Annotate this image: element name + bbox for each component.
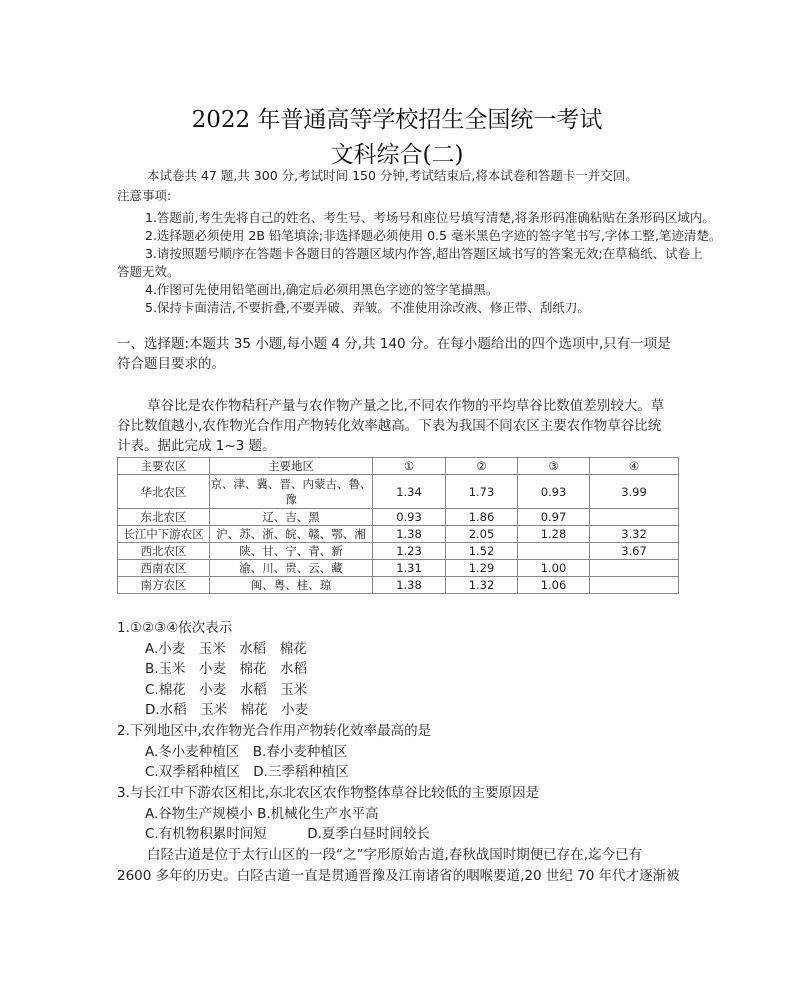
table-cell <box>590 509 679 526</box>
table-header-cell: ② <box>446 458 518 475</box>
table-cell: 西北农区 <box>118 543 210 560</box>
table-cell: 1.06 <box>518 577 590 594</box>
table-header-row <box>118 458 679 475</box>
table-row <box>118 509 679 526</box>
table-cell <box>518 543 590 560</box>
table-cell: 辽、吉、黑 <box>210 509 373 526</box>
table-cell: 东北农区 <box>118 509 210 526</box>
table-cell: 1.38 <box>373 577 446 594</box>
question-option: B.玉米 小麦 棉花 水稻 <box>145 661 308 677</box>
notice-heading: 注意事项: <box>117 188 172 203</box>
question-option: A.冬小麦种植区 B.春小麦种植区 <box>145 744 348 760</box>
table-row <box>118 577 679 594</box>
table-cell: 1.38 <box>373 526 446 543</box>
table-cell: 1.31 <box>373 560 446 577</box>
notice-item: 2.选择题必须使用 2B 铅笔填涂;非选择题必须使用 0.5 毫米黑色字迹的签字笔书写,字体工整,笔迹清楚。 <box>145 228 722 243</box>
table-header-cell: 主要地区 <box>210 458 373 475</box>
passage-line: 白陉古道是位于太行山区的一段“之”字形原始古道,春秋战国时期便已存在,迄今已有 <box>147 847 643 863</box>
table-cell: 沪、苏、浙、皖、赣、鄂、湘 <box>210 526 373 543</box>
question-stem: 2.下列地区中,农作物光合作用产物转化效率最高的是 <box>117 723 432 739</box>
table-cell: 1.52 <box>446 543 518 560</box>
question-option: D.水稻 玉米 棉花 小麦 <box>145 702 309 718</box>
intro-text: 本试卷共 47 题,共 300 分,考试时间 150 分钟,考试结束后,将本试卷和答题卡一并交回。 <box>147 168 638 183</box>
table-cell: 0.93 <box>518 475 590 509</box>
notice-item: 4.作图可先使用铅笔画出,确定后必须用黑色字迹的签字笔描黑。 <box>145 282 499 297</box>
table-cell: 1.73 <box>446 475 518 509</box>
table-header-cell: 主要农区 <box>118 458 210 475</box>
section-heading: 符合题目要求的。 <box>117 356 225 372</box>
table-cell: 华北农区 <box>118 475 210 509</box>
straw-grain-ratio-table <box>117 457 679 594</box>
notice-item: 5.保持卡面清洁,不要折叠,不要弄破、弄皱。不准使用涂改液、修正带、刮纸刀。 <box>145 300 590 315</box>
passage-line: 谷比数值越小,农作物光合作用产物转化效率越高。下表为我国不同农区主要农作物草谷比统 <box>117 418 662 434</box>
table-cell: 1.34 <box>373 475 446 509</box>
notice-item: 1.答题前,考生先将自己的姓名、考生号、考场号和座位号填写清楚,将条形码准确粘贴在条形码区域内。 <box>145 210 715 225</box>
passage-line: 草谷比是农作物秸秆产量与农作物产量之比,不同农作物的平均草谷比数值差别较大。草 <box>147 398 665 414</box>
table-cell: 长江中下游农区 <box>118 526 210 543</box>
table-header-cell: ④ <box>590 458 679 475</box>
question-stem: 3.与长江中下游农区相比,东北农区农作物整体草谷比较低的主要原因是 <box>117 785 540 801</box>
table-cell: 2.05 <box>446 526 518 543</box>
notice-item: 答题无效。 <box>117 264 180 279</box>
table-cell: 京、津、冀、晋、内蒙古、鲁、豫 <box>210 475 373 509</box>
table-cell: 闽、粤、桂、琼 <box>210 577 373 594</box>
table-cell: 1.86 <box>446 509 518 526</box>
table-row <box>118 526 679 543</box>
table-cell: 1.28 <box>518 526 590 543</box>
question-option: A.谷物生产规模小 B.机械化生产水平高 <box>145 806 379 822</box>
table-cell: 0.93 <box>373 509 446 526</box>
table-header-cell: ③ <box>518 458 590 475</box>
table-row <box>118 475 679 509</box>
table-cell <box>590 577 679 594</box>
table-cell: 渝、川、贵、云、藏 <box>210 560 373 577</box>
notice-item: 3.请按照题号顺序在答题卡各题目的答题区域内作答,超出答题区域书写的答案无效;在草稿纸、试卷上 <box>145 246 703 261</box>
exam-title: 2022 年普通高等学校招生全国统一考试 <box>191 107 603 133</box>
table-row <box>118 543 679 560</box>
table-row <box>118 560 679 577</box>
question-option: C.双季稻种植区 D.三季稻种植区 <box>145 764 349 780</box>
table-cell: 1.00 <box>518 560 590 577</box>
table-cell: 3.99 <box>590 475 679 509</box>
question-option: A.小麦 玉米 水稻 棉花 <box>145 641 307 657</box>
table-cell <box>590 560 679 577</box>
table-cell: 陕、甘、宁、青、新 <box>210 543 373 560</box>
table-cell: 南方农区 <box>118 577 210 594</box>
question-option: C.有机物积累时间短 D.夏季白昼时间较长 <box>145 826 430 842</box>
table-cell: 西南农区 <box>118 560 210 577</box>
table-cell: 1.29 <box>446 560 518 577</box>
table-cell: 1.32 <box>446 577 518 594</box>
exam-subtitle: 文科综合(二) <box>330 142 464 168</box>
passage-line: 2600 多年的历史。白陉古道一直是贯通晋豫及江南诸省的咽喉要道,20 世纪 70 年代才逐渐被 <box>117 868 680 884</box>
table-cell: 0.97 <box>518 509 590 526</box>
table-cell: 1.23 <box>373 543 446 560</box>
question-option: C.棉花 小麦 水稻 玉米 <box>145 682 308 698</box>
question-stem: 1.①②③④依次表示 <box>117 620 233 636</box>
table-header-cell: ① <box>373 458 446 475</box>
table-cell: 3.32 <box>590 526 679 543</box>
section-heading: 一、选择题:本题共 35 小题,每小题 4 分,共 140 分。在每小题给出的四个选项中,只有一项是 <box>117 336 671 352</box>
table-cell: 3.67 <box>590 543 679 560</box>
passage-line: 计表。据此完成 1~3 题。 <box>117 438 276 454</box>
